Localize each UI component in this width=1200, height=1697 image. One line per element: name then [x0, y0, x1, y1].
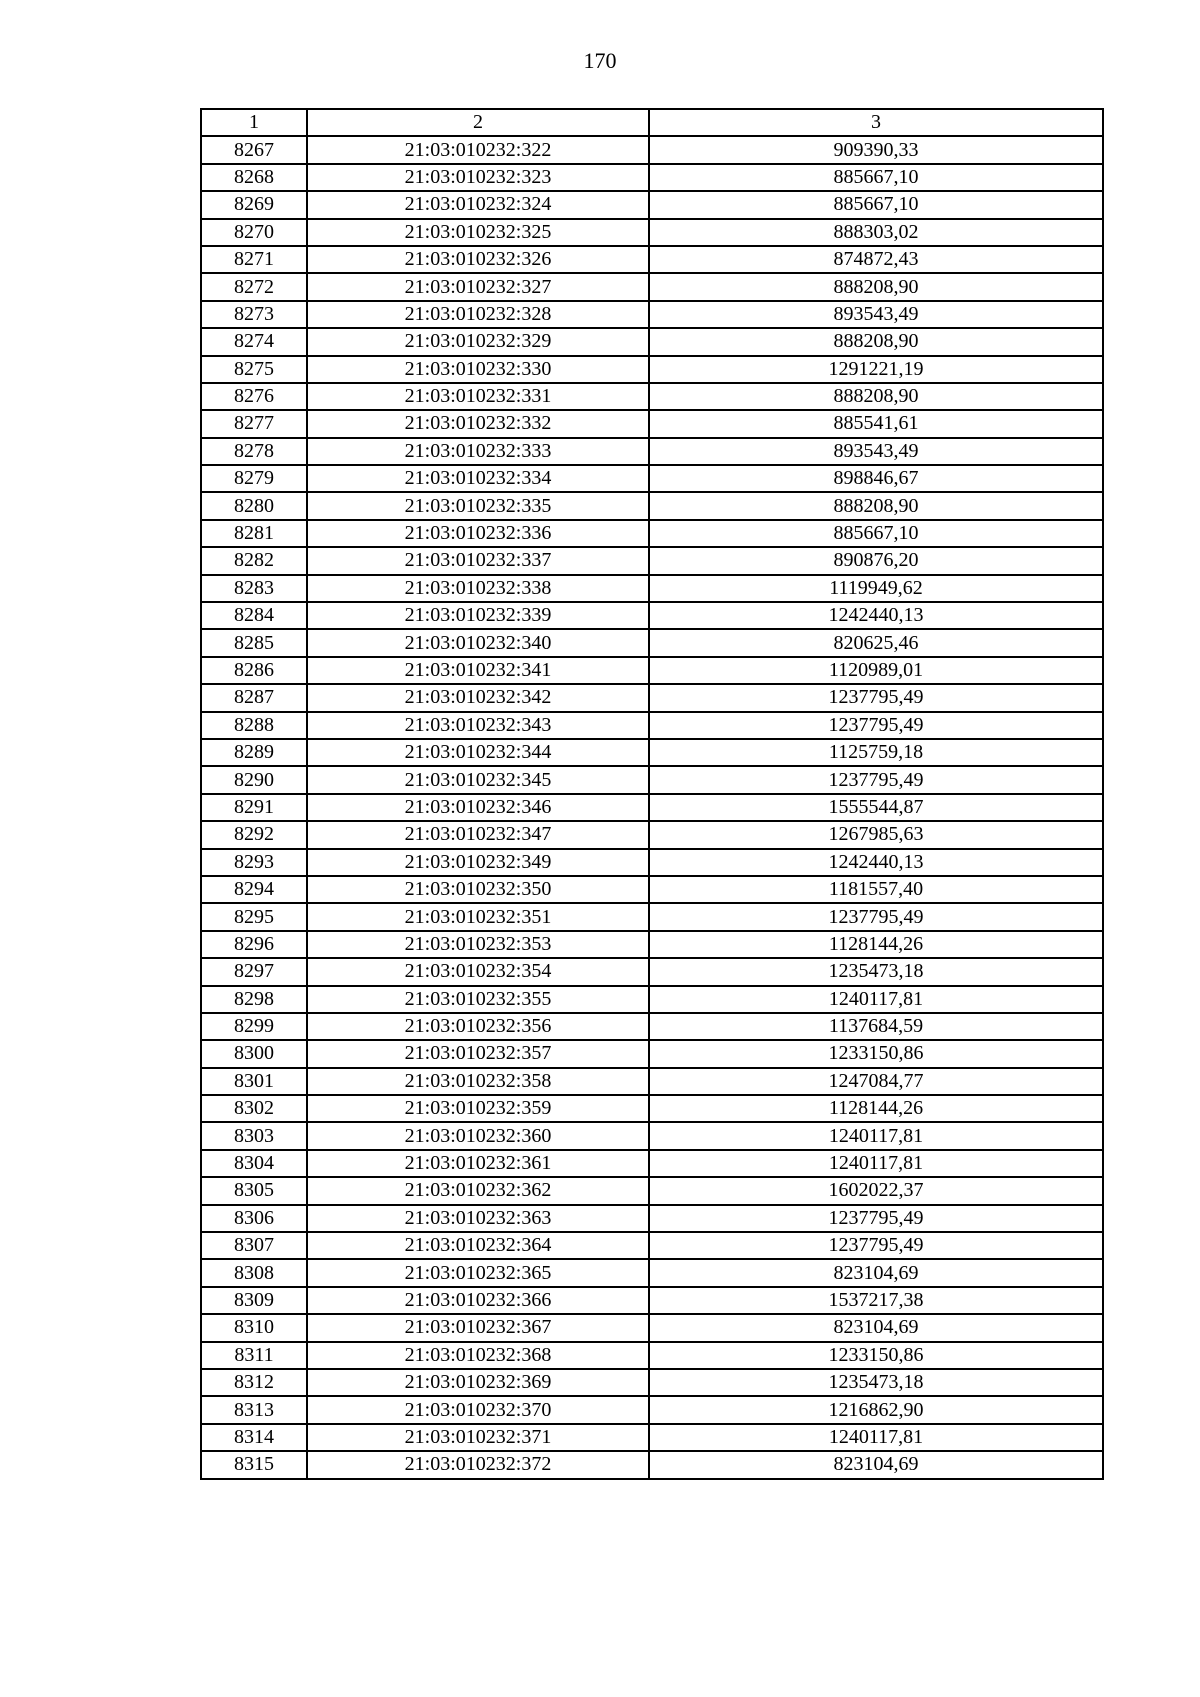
cadastral-number-cell: 21:03:010232:354 [307, 958, 649, 985]
data-table [200, 108, 1104, 1480]
header-row [201, 109, 1103, 136]
table-row [201, 1040, 1103, 1067]
cadastral-number-cell: 21:03:010232:339 [307, 602, 649, 629]
row-number-cell: 8301 [201, 1068, 307, 1095]
row-number-cell: 8272 [201, 273, 307, 300]
cadastral-number-cell: 21:03:010232:365 [307, 1259, 649, 1286]
row-number-cell: 8281 [201, 520, 307, 547]
value-cell: 874872,43 [649, 246, 1103, 273]
table-row [201, 164, 1103, 191]
cadastral-number-cell: 21:03:010232:368 [307, 1342, 649, 1369]
table-row [201, 1232, 1103, 1259]
value-cell: 890876,20 [649, 547, 1103, 574]
value-cell: 823104,69 [649, 1314, 1103, 1341]
cadastral-number-cell: 21:03:010232:329 [307, 328, 649, 355]
row-number-cell: 8302 [201, 1095, 307, 1122]
cadastral-number-cell: 21:03:010232:322 [307, 136, 649, 163]
value-cell: 885667,10 [649, 520, 1103, 547]
table-row [201, 410, 1103, 437]
table-row [201, 821, 1103, 848]
table-row [201, 1424, 1103, 1451]
cadastral-number-cell: 21:03:010232:367 [307, 1314, 649, 1341]
table-row [201, 547, 1103, 574]
value-cell: 1235473,18 [649, 1369, 1103, 1396]
row-number-cell: 8293 [201, 849, 307, 876]
cadastral-number-cell: 21:03:010232:345 [307, 766, 649, 793]
cadastral-number-cell: 21:03:010232:369 [307, 1369, 649, 1396]
table-row [201, 1068, 1103, 1095]
row-number-cell: 8286 [201, 657, 307, 684]
value-cell: 1237795,49 [649, 1232, 1103, 1259]
value-cell: 1233150,86 [649, 1342, 1103, 1369]
row-number-cell: 8278 [201, 438, 307, 465]
cadastral-number-cell: 21:03:010232:342 [307, 684, 649, 711]
cadastral-number-cell: 21:03:010232:328 [307, 301, 649, 328]
row-number-cell: 8294 [201, 876, 307, 903]
table-row [201, 1342, 1103, 1369]
cadastral-number-cell: 21:03:010232:372 [307, 1451, 649, 1478]
row-number-cell: 8307 [201, 1232, 307, 1259]
cadastral-number-cell: 21:03:010232:360 [307, 1122, 649, 1149]
row-number-cell: 8308 [201, 1259, 307, 1286]
value-cell: 1555544,87 [649, 794, 1103, 821]
cadastral-number-cell: 21:03:010232:364 [307, 1232, 649, 1259]
table-row [201, 602, 1103, 629]
value-cell: 888303,02 [649, 219, 1103, 246]
table-row [201, 356, 1103, 383]
cadastral-number-cell: 21:03:010232:349 [307, 849, 649, 876]
cadastral-number-cell: 21:03:010232:335 [307, 492, 649, 519]
value-cell: 823104,69 [649, 1451, 1103, 1478]
value-cell: 888208,90 [649, 383, 1103, 410]
cadastral-number-cell: 21:03:010232:330 [307, 356, 649, 383]
table-row [201, 958, 1103, 985]
table-row [201, 1287, 1103, 1314]
value-cell: 893543,49 [649, 438, 1103, 465]
row-number-cell: 8287 [201, 684, 307, 711]
table-row [201, 492, 1103, 519]
table-row [201, 328, 1103, 355]
table-row [201, 876, 1103, 903]
row-number-cell: 8291 [201, 794, 307, 821]
row-number-cell: 8305 [201, 1177, 307, 1204]
table-row [201, 1205, 1103, 1232]
page-number: 170 [583, 48, 617, 73]
cadastral-number-cell: 21:03:010232:334 [307, 465, 649, 492]
value-cell: 909390,33 [649, 136, 1103, 163]
cadastral-number-cell: 21:03:010232:326 [307, 246, 649, 273]
value-cell: 1119949,62 [649, 575, 1103, 602]
row-number-cell: 8268 [201, 164, 307, 191]
table-row [201, 383, 1103, 410]
table-row [201, 1259, 1103, 1286]
table-row [201, 849, 1103, 876]
column-header-3: 3 [649, 109, 1103, 136]
value-cell: 1247084,77 [649, 1068, 1103, 1095]
value-cell: 1537217,38 [649, 1287, 1103, 1314]
table-header [201, 109, 1103, 136]
column-header-2: 2 [307, 109, 649, 136]
row-number-cell: 8275 [201, 356, 307, 383]
row-number-cell: 8310 [201, 1314, 307, 1341]
row-number-cell: 8289 [201, 739, 307, 766]
table-row [201, 219, 1103, 246]
cadastral-number-cell: 21:03:010232:346 [307, 794, 649, 821]
row-number-cell: 8279 [201, 465, 307, 492]
cadastral-number-cell: 21:03:010232:340 [307, 629, 649, 656]
row-number-cell: 8283 [201, 575, 307, 602]
value-cell: 1233150,86 [649, 1040, 1103, 1067]
cadastral-number-cell: 21:03:010232:332 [307, 410, 649, 437]
table-row [201, 1013, 1103, 1040]
table-row [201, 986, 1103, 1013]
cadastral-number-cell: 21:03:010232:323 [307, 164, 649, 191]
cadastral-number-cell: 21:03:010232:359 [307, 1095, 649, 1122]
value-cell: 1240117,81 [649, 1122, 1103, 1149]
row-number-cell: 8315 [201, 1451, 307, 1478]
value-cell: 888208,90 [649, 328, 1103, 355]
row-number-cell: 8292 [201, 821, 307, 848]
table-row [201, 191, 1103, 218]
cadastral-number-cell: 21:03:010232:355 [307, 986, 649, 1013]
row-number-cell: 8285 [201, 629, 307, 656]
cadastral-number-cell: 21:03:010232:337 [307, 547, 649, 574]
value-cell: 1242440,13 [649, 849, 1103, 876]
value-cell: 823104,69 [649, 1259, 1103, 1286]
row-number-cell: 8280 [201, 492, 307, 519]
table-row [201, 657, 1103, 684]
cadastral-number-cell: 21:03:010232:363 [307, 1205, 649, 1232]
value-cell: 1237795,49 [649, 903, 1103, 930]
value-cell: 885667,10 [649, 191, 1103, 218]
cadastral-number-cell: 21:03:010232:327 [307, 273, 649, 300]
row-number-cell: 8297 [201, 958, 307, 985]
value-cell: 885541,61 [649, 410, 1103, 437]
cadastral-number-cell: 21:03:010232:344 [307, 739, 649, 766]
column-header-1: 1 [201, 109, 307, 136]
row-number-cell: 8273 [201, 301, 307, 328]
row-number-cell: 8306 [201, 1205, 307, 1232]
cadastral-number-cell: 21:03:010232:351 [307, 903, 649, 930]
table-row [201, 931, 1103, 958]
row-number-cell: 8274 [201, 328, 307, 355]
value-cell: 1128144,26 [649, 931, 1103, 958]
row-number-cell: 8296 [201, 931, 307, 958]
table-row [201, 794, 1103, 821]
value-cell: 1602022,37 [649, 1177, 1103, 1204]
table-row [201, 903, 1103, 930]
row-number-cell: 8303 [201, 1122, 307, 1149]
row-number-cell: 8271 [201, 246, 307, 273]
row-number-cell: 8290 [201, 766, 307, 793]
cadastral-number-cell: 21:03:010232:353 [307, 931, 649, 958]
cadastral-number-cell: 21:03:010232:357 [307, 1040, 649, 1067]
value-cell: 1237795,49 [649, 684, 1103, 711]
value-cell: 1267985,63 [649, 821, 1103, 848]
cadastral-number-cell: 21:03:010232:325 [307, 219, 649, 246]
cadastral-number-cell: 21:03:010232:362 [307, 1177, 649, 1204]
cadastral-number-cell: 21:03:010232:338 [307, 575, 649, 602]
row-number-cell: 8284 [201, 602, 307, 629]
table-row [201, 1369, 1103, 1396]
row-number-cell: 8282 [201, 547, 307, 574]
row-number-cell: 8299 [201, 1013, 307, 1040]
cadastral-number-cell: 21:03:010232:358 [307, 1068, 649, 1095]
row-number-cell: 8295 [201, 903, 307, 930]
value-cell: 1240117,81 [649, 986, 1103, 1013]
value-cell: 820625,46 [649, 629, 1103, 656]
row-number-cell: 8312 [201, 1369, 307, 1396]
value-cell: 1235473,18 [649, 958, 1103, 985]
cadastral-number-cell: 21:03:010232:336 [307, 520, 649, 547]
value-cell: 1240117,81 [649, 1424, 1103, 1451]
cadastral-number-cell: 21:03:010232:347 [307, 821, 649, 848]
cadastral-number-cell: 21:03:010232:324 [307, 191, 649, 218]
value-cell: 1181557,40 [649, 876, 1103, 903]
table-row [201, 766, 1103, 793]
row-number-cell: 8288 [201, 712, 307, 739]
value-cell: 1128144,26 [649, 1095, 1103, 1122]
cadastral-number-cell: 21:03:010232:331 [307, 383, 649, 410]
table-row [201, 273, 1103, 300]
cadastral-number-cell: 21:03:010232:371 [307, 1424, 649, 1451]
value-cell: 1125759,18 [649, 739, 1103, 766]
row-number-cell: 8304 [201, 1150, 307, 1177]
cadastral-number-cell: 21:03:010232:370 [307, 1396, 649, 1423]
value-cell: 1237795,49 [649, 1205, 1103, 1232]
table-row [201, 438, 1103, 465]
row-number-cell: 8276 [201, 383, 307, 410]
value-cell: 888208,90 [649, 492, 1103, 519]
table-row [201, 246, 1103, 273]
table-body [201, 136, 1103, 1478]
table-row [201, 1095, 1103, 1122]
table-row [201, 1122, 1103, 1149]
cadastral-number-cell: 21:03:010232:361 [307, 1150, 649, 1177]
row-number-cell: 8314 [201, 1424, 307, 1451]
table-row [201, 739, 1103, 766]
table-row [201, 1451, 1103, 1478]
table-row [201, 712, 1103, 739]
row-number-cell: 8309 [201, 1287, 307, 1314]
value-cell: 1137684,59 [649, 1013, 1103, 1040]
value-cell: 893543,49 [649, 301, 1103, 328]
table-row [201, 301, 1103, 328]
table-row [201, 465, 1103, 492]
cadastral-number-cell: 21:03:010232:341 [307, 657, 649, 684]
table-row [201, 136, 1103, 163]
value-cell: 898846,67 [649, 465, 1103, 492]
row-number-cell: 8300 [201, 1040, 307, 1067]
value-cell: 1237795,49 [649, 766, 1103, 793]
row-number-cell: 8270 [201, 219, 307, 246]
table-row [201, 1177, 1103, 1204]
cadastral-number-cell: 21:03:010232:350 [307, 876, 649, 903]
cadastral-number-cell: 21:03:010232:343 [307, 712, 649, 739]
row-number-cell: 8311 [201, 1342, 307, 1369]
table-row [201, 684, 1103, 711]
table-row [201, 520, 1103, 547]
table-row [201, 1396, 1103, 1423]
value-cell: 1237795,49 [649, 712, 1103, 739]
table-row [201, 1314, 1103, 1341]
table-row [201, 575, 1103, 602]
row-number-cell: 8277 [201, 410, 307, 437]
row-number-cell: 8267 [201, 136, 307, 163]
value-cell: 1120989,01 [649, 657, 1103, 684]
value-cell: 885667,10 [649, 164, 1103, 191]
table-row [201, 629, 1103, 656]
value-cell: 888208,90 [649, 273, 1103, 300]
cadastral-number-cell: 21:03:010232:356 [307, 1013, 649, 1040]
table-row [201, 1150, 1103, 1177]
value-cell: 1216862,90 [649, 1396, 1103, 1423]
cadastral-number-cell: 21:03:010232:333 [307, 438, 649, 465]
value-cell: 1240117,81 [649, 1150, 1103, 1177]
cadastral-number-cell: 21:03:010232:366 [307, 1287, 649, 1314]
row-number-cell: 8313 [201, 1396, 307, 1423]
row-number-cell: 8269 [201, 191, 307, 218]
row-number-cell: 8298 [201, 986, 307, 1013]
value-cell: 1291221,19 [649, 356, 1103, 383]
value-cell: 1242440,13 [649, 602, 1103, 629]
